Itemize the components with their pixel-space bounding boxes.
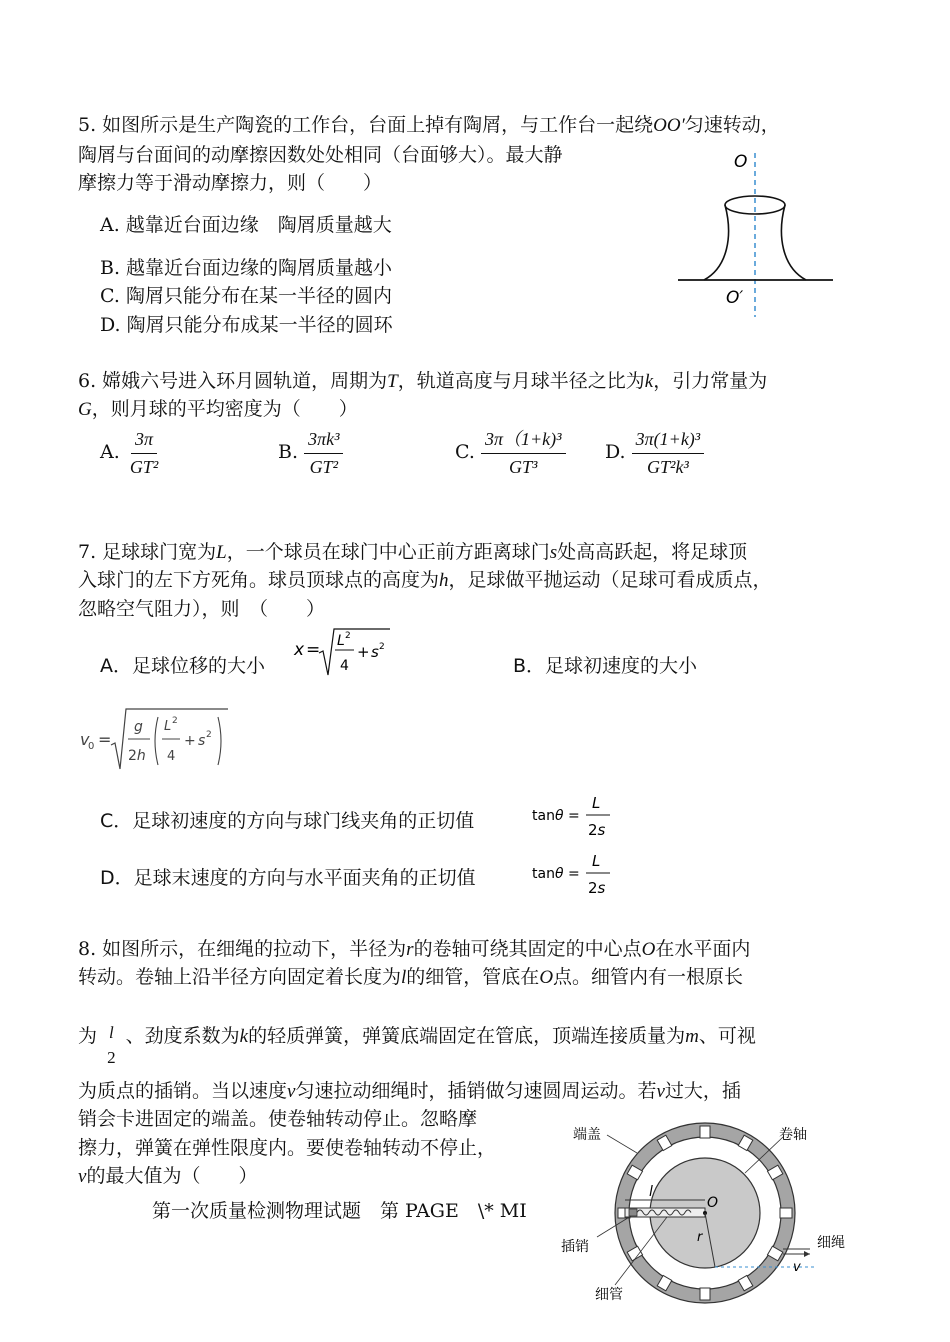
q8-var-r: r <box>406 939 414 960</box>
svg-text:+: + <box>357 643 370 661</box>
svg-text:s: s <box>198 733 206 749</box>
q8-fig-label-rope: 细绳 <box>817 1235 845 1251</box>
page-footer: 第一次质量检测物理试题 第 PAGE \* MI <box>152 1200 527 1222</box>
q8-line4a: 为质点的插销。当以速度 <box>78 1080 288 1102</box>
q8-line1c: 在水平面内 <box>655 938 751 960</box>
q7-line1 <box>78 541 747 565</box>
q7-option-a: A．足球位移的大小 <box>100 655 265 677</box>
q6-option-c-num: 3π（1+k)³ <box>481 428 566 454</box>
q8-var-m: m <box>685 1026 699 1047</box>
q6-var-t: T <box>387 371 398 392</box>
q5-line1-end: 匀速转动， <box>684 114 780 136</box>
q5-option-b: B. 越靠近台面边缘的陶屑质量越小 <box>100 257 393 279</box>
q7-option-d: D．足球末速度的方向与水平面夹角的正切值 <box>100 867 476 889</box>
q8-line4 <box>78 1080 741 1104</box>
svg-text:2h: 2h <box>128 748 146 764</box>
svg-text:s: s <box>371 643 379 661</box>
q5-table-right-edge <box>781 205 806 280</box>
q6-line2 <box>78 398 358 422</box>
q7-option-b-formula <box>78 703 238 780</box>
q6-option-b-label: B. <box>278 441 299 463</box>
q8-var-v-3: v <box>78 1166 87 1187</box>
q8-line2b: 的细管，管底在 <box>406 966 540 988</box>
q8-frac-num: l <box>108 1023 114 1042</box>
q7-option-b-formula-svg <box>78 703 238 773</box>
q8-var-o-2: O <box>539 967 554 988</box>
svg-text:2s: 2s <box>588 821 606 839</box>
q6-option-d-fraction <box>632 428 705 478</box>
q6-option-c-den: GT³ <box>509 456 538 477</box>
q7-option-a-formula-svg <box>292 625 402 681</box>
q6-line1 <box>78 370 767 394</box>
q5-option-a: A. 越靠近台面边缘 陶屑质量越大 <box>100 214 392 236</box>
svg-text:2: 2 <box>345 631 351 641</box>
q8-var-l: l <box>401 967 407 988</box>
q7-var-l: L <box>216 542 227 563</box>
q5-table-left-edge <box>704 205 729 280</box>
q8-fig-label-endcap: 端盖 <box>573 1127 601 1143</box>
q8-fig-r: r <box>697 1230 703 1245</box>
q6-line1a: 6. 嫦娥六号进入环月圆轨道，周期为 <box>78 370 388 392</box>
q8-line7 <box>78 1165 257 1189</box>
q8-line5: 销会卡进固定的端盖。使卷轴转动停止。忽略摩 <box>78 1108 478 1130</box>
q6-line2-text: ，则月球的平均密度为（ ） <box>91 398 358 420</box>
q7-line1b: ，一个球员在球门中心正前方距离球门 <box>226 541 550 563</box>
q7-line2b: ，足球做平抛运动（足球可看成质点， <box>448 569 772 591</box>
q7-var-h: h <box>439 570 449 591</box>
q8-fig-label-pin: 插销 <box>561 1239 589 1255</box>
q8-line2 <box>78 966 743 990</box>
q7-option-d-formula-svg <box>530 848 620 900</box>
q8-var-o: O <box>641 939 656 960</box>
q6-line1b: ，轨道高度与月球半径之比为 <box>397 370 645 392</box>
svg-text:L: L <box>337 633 345 649</box>
svg-text:L: L <box>592 794 601 812</box>
q8-fig-label-reel: 卷轴 <box>779 1127 807 1143</box>
q5-option-c: C. 陶屑只能分布在某一半径的圆内 <box>100 285 392 307</box>
q7-line1c: 处高高跃起，将足球顶 <box>557 541 748 563</box>
svg-text:2s: 2s <box>588 879 606 897</box>
q8-line6: 擦力，弹簧在弹性限度内。要使卷轴转动不停止， <box>78 1137 497 1159</box>
q8-line1b: 的卷轴可绕其固定的中心点 <box>413 938 642 960</box>
svg-text:L: L <box>592 852 601 870</box>
q6-option-c-label: C. <box>455 441 475 463</box>
svg-text:4: 4 <box>167 749 176 764</box>
q6-option-c-fraction <box>481 428 566 478</box>
q6-var-g: G <box>78 399 92 420</box>
q7-line2 <box>78 569 772 593</box>
q5-axis: OO′ <box>653 115 685 136</box>
q7-option-a-formula <box>292 625 402 688</box>
q8-line3a: 为 <box>78 1025 98 1047</box>
q6-option-d-label: D. <box>605 441 626 463</box>
svg-text:v: v <box>80 730 90 749</box>
q8-line4c: 过大，插 <box>664 1080 741 1102</box>
q7-option-b: B．足球初速度的大小 <box>513 655 698 677</box>
q8-fig-v: v <box>793 1260 801 1275</box>
q8-half-l-fraction <box>103 1022 120 1069</box>
q5-fig-label-o: O <box>734 152 748 172</box>
q7-line3: 忽略空气阻力），则 （ ） <box>78 598 326 620</box>
svg-text:tanθ =: tanθ = <box>532 866 580 882</box>
q7-option-d-formula <box>530 848 620 907</box>
q8-line3b: 、劲度系数为 <box>125 1025 240 1047</box>
q5-fig-label-o-prime: O′ <box>726 288 744 308</box>
q8-fig-o: O <box>707 1195 719 1211</box>
q6-option-a-num: 3π <box>131 428 157 454</box>
q6-option-b-den: GT² <box>309 456 338 477</box>
q8-line3c: 的轻质弹簧，弹簧底端固定在管底，顶端连接质量为 <box>248 1025 686 1047</box>
q7-line2a: 入球门的左下方死角。球员顶球点的高度为 <box>78 569 440 591</box>
svg-text:g: g <box>134 719 143 735</box>
svg-text:L: L <box>164 719 172 734</box>
q6-option-d-num: 3π(1+k)³ <box>632 428 705 454</box>
q5-line1-text: 5. 如图所示是生产陶瓷的工作台，台面上掉有陶屑，与工作台一起绕 <box>78 114 654 136</box>
svg-text:2: 2 <box>172 716 178 726</box>
svg-text:=: = <box>98 730 112 749</box>
q7-option-c: C．足球初速度的方向与球门线夹角的正切值 <box>100 810 475 832</box>
q6-option-b-num: 3πk³ <box>304 428 343 454</box>
q8-var-v: v <box>287 1081 296 1102</box>
q6-option-b-fraction <box>304 428 343 478</box>
svg-text:+: + <box>184 733 196 749</box>
q6-option-a <box>100 428 162 478</box>
q8-line7b: 的最大值为（ ） <box>86 1165 258 1187</box>
q7-option-c-formula-svg <box>530 790 620 842</box>
q8-line1 <box>78 938 750 962</box>
q8-line3d: 、可视 <box>698 1025 756 1047</box>
q6-option-d <box>605 428 704 478</box>
svg-text:0: 0 <box>88 741 95 752</box>
q6-option-a-den: GT² <box>129 456 159 477</box>
q7-line1a: 7. 足球球门宽为 <box>78 541 217 563</box>
q5-line3: 摩擦力等于滑动摩擦力，则（ ） <box>78 172 383 194</box>
q6-option-b <box>278 428 343 478</box>
q7-option-c-formula <box>530 790 620 849</box>
q7-var-s: s <box>549 542 558 563</box>
q5-option-d: D. 陶屑只能分布成某一半径的圆环 <box>100 314 393 336</box>
q8-line3 <box>78 1022 756 1069</box>
q8-frac-den: 2 <box>107 1048 116 1068</box>
q5-line1 <box>78 114 780 138</box>
q6-var-k: k <box>644 371 654 392</box>
svg-text:=: = <box>306 640 321 660</box>
q8-var-v-2: v <box>656 1081 665 1102</box>
q6-line1c: ，引力常量为 <box>653 370 768 392</box>
q6-option-a-fraction <box>126 428 162 478</box>
q8-line1a: 8. 如图所示，在细绳的拉动下，半径为 <box>78 938 407 960</box>
q8-line4b: 匀速拉动细绳时，插销做匀速圆周运动。若 <box>295 1080 657 1102</box>
q5-figure-turntable <box>670 145 840 320</box>
q8-fig-label-tube: 细管 <box>595 1287 623 1303</box>
svg-text:x: x <box>294 640 305 660</box>
q8-pin <box>629 1209 637 1216</box>
svg-text:2: 2 <box>206 730 212 740</box>
q8-line2c: 点。细管内有一根原长 <box>553 966 744 988</box>
q8-figure-reel <box>555 1115 875 1305</box>
q8-fig-l: l <box>649 1184 653 1200</box>
q6-option-c <box>455 428 566 478</box>
q6-option-a-label: A. <box>100 441 120 463</box>
svg-text:tanθ =: tanθ = <box>532 808 580 824</box>
svg-text:4: 4 <box>340 658 349 674</box>
svg-text:2: 2 <box>379 642 385 652</box>
q8-var-k: k <box>239 1026 249 1047</box>
q8-line2a: 转动。卷轴上沿半径方向固定着长度为 <box>78 966 402 988</box>
q6-option-d-den: GT²k³ <box>647 456 689 477</box>
q5-line2: 陶屑与台面间的动摩擦因数处处相同（台面够大）。最大静 <box>78 144 563 166</box>
